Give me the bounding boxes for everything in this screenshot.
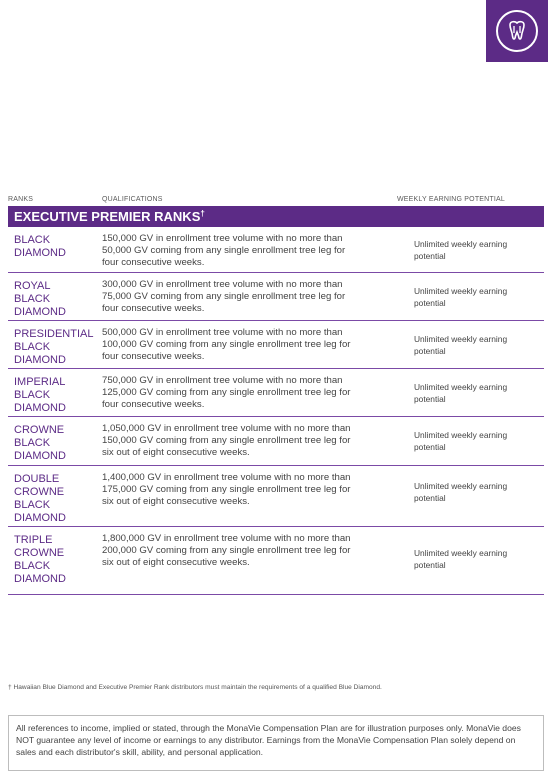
earning-potential (414, 285, 534, 309)
column-header-earning: WEEKLY EARNING POTENTIAL (397, 196, 506, 203)
rank-name-line: BLACK (14, 560, 51, 572)
rank-name-line: BLACK (14, 293, 51, 305)
rank-name (14, 473, 100, 525)
rank-name-line: CROWNE (14, 424, 65, 436)
rank-name-line: ROYAL (14, 280, 51, 292)
qualification-line: 750,000 GV in enrollment tree volume with no more than (102, 375, 343, 386)
qualification-line: four consecutive weeks. (102, 399, 205, 410)
logo-icon (496, 10, 538, 52)
earning-potential-line: potential (414, 298, 446, 308)
qualification-text (102, 327, 382, 363)
qualification-line: 50,000 GV coming from any single enrollment tree leg for (102, 245, 346, 256)
earning-potential-line: Unlimited weekly earning (414, 239, 508, 249)
qualification-text (102, 279, 382, 315)
qualification-line: 125,000 GV coming from any single enrollment tree leg for (102, 387, 351, 398)
ranks-table (8, 227, 544, 595)
table-row (8, 527, 544, 595)
table-row (8, 227, 544, 273)
rank-name-line: DIAMOND (14, 354, 66, 366)
qualification-line: 100,000 GV coming from any single enrollment tree leg for (102, 339, 351, 350)
qualification-text (102, 375, 382, 411)
qualification-line: 500,000 GV in enrollment tree volume with no more than (102, 327, 343, 338)
qualification-line: 75,000 GV coming from any single enrollment tree leg for (102, 291, 346, 302)
rank-name-line: TRIPLE (14, 534, 53, 546)
rank-name (14, 234, 100, 260)
rank-name (14, 376, 100, 415)
earning-potential-line: potential (414, 560, 446, 570)
rank-name (14, 328, 100, 367)
rank-name-line: BLACK (14, 341, 51, 353)
earning-potential-line: Unlimited weekly earning (414, 548, 508, 558)
qualification-line: 1,050,000 GV in enrollment tree volume with no more than (102, 423, 351, 434)
disclaimer-text: All references to income, implied or stated, through the MonaVie Compensation Plan are for illustration purposes only. MonaVie does NOT guarantee any level of income or earnings to any distributor. Earnings from the MonaVie Compensation Plan solely depend on sales and each distributor's skill, ability, and personal application. (16, 723, 521, 757)
rank-name-line: DIAMOND (14, 247, 66, 259)
rank-name-line: CROWNE (14, 547, 65, 559)
table-row (8, 273, 544, 321)
earning-potential-line: Unlimited weekly earning (414, 286, 508, 296)
section-banner (8, 206, 544, 227)
footnote: † Hawaiian Blue Diamond and Executive Premier Rank distributors must maintain the requirements of a qualified Blue Diamond. (8, 684, 382, 691)
section-mark: † (200, 209, 205, 218)
rank-name-line: DIAMOND (14, 306, 66, 318)
earning-potential-line: potential (414, 442, 446, 452)
qualification-line: 150,000 GV coming from any single enrollment tree leg for (102, 435, 351, 446)
earning-potential (414, 480, 534, 504)
qualification-line: four consecutive weeks. (102, 351, 205, 362)
rank-name (14, 534, 100, 586)
earning-potential (414, 238, 534, 262)
qualification-line: 150,000 GV in enrollment tree volume with no more than (102, 233, 343, 244)
earning-potential-line: potential (414, 394, 446, 404)
disclaimer-box (8, 715, 544, 771)
rank-name-line: DOUBLE (14, 473, 60, 485)
qualification-line: 300,000 GV in enrollment tree volume with no more than (102, 279, 343, 290)
rank-name-line: BLACK (14, 234, 51, 246)
rank-name (14, 280, 100, 319)
rank-name-line: DIAMOND (14, 450, 66, 462)
table-row (8, 369, 544, 417)
qualification-line: six out of eight consecutive weeks. (102, 496, 250, 507)
earning-potential (414, 547, 534, 571)
earning-potential (414, 381, 534, 405)
tooth-icon (505, 19, 529, 43)
section-title: EXECUTIVE PREMIER RANKS (14, 209, 201, 224)
rank-name-line: CROWNE (14, 486, 65, 498)
qualification-line: four consecutive weeks. (102, 303, 205, 314)
qualification-line: 175,000 GV coming from any single enrollment tree leg for (102, 484, 351, 495)
earning-potential-line: Unlimited weekly earning (414, 382, 508, 392)
brand-logo (486, 0, 548, 62)
qualification-text (102, 233, 382, 269)
rank-name-line: PRESIDENTIAL (14, 328, 94, 340)
rank-name-line: BLACK (14, 389, 51, 401)
table-row (8, 417, 544, 466)
rank-name-line: DIAMOND (14, 402, 66, 414)
rank-name-line: BLACK (14, 437, 51, 449)
earning-potential-line: potential (414, 346, 446, 356)
rank-name-line: DIAMOND (14, 512, 66, 524)
earning-potential-line: potential (414, 493, 446, 503)
qualification-line: four consecutive weeks. (102, 257, 205, 268)
qualification-text (102, 423, 382, 459)
qualification-text (102, 533, 382, 569)
qualification-line: six out of eight consecutive weeks. (102, 447, 250, 458)
column-header-qualifications: QUALIFICATIONS (102, 196, 163, 203)
earning-potential-line: Unlimited weekly earning (414, 334, 508, 344)
qualification-line: 200,000 GV coming from any single enrollment tree leg for (102, 545, 351, 556)
rank-name-line: BLACK (14, 499, 51, 511)
earning-potential (414, 429, 534, 453)
table-row (8, 321, 544, 369)
qualification-text (102, 472, 382, 508)
earning-potential-line: potential (414, 251, 446, 261)
earning-potential-line: Unlimited weekly earning (414, 430, 508, 440)
qualification-line: six out of eight consecutive weeks. (102, 557, 250, 568)
earning-potential (414, 333, 534, 357)
qualification-line: 1,400,000 GV in enrollment tree volume with no more than (102, 472, 351, 483)
rank-name-line: IMPERIAL (14, 376, 66, 388)
rank-name (14, 424, 100, 463)
earning-potential-line: Unlimited weekly earning (414, 481, 508, 491)
table-row (8, 466, 544, 527)
qualification-line: 1,800,000 GV in enrollment tree volume with no more than (102, 533, 351, 544)
rank-name-line: DIAMOND (14, 573, 66, 585)
column-header-ranks: RANKS (8, 196, 34, 203)
